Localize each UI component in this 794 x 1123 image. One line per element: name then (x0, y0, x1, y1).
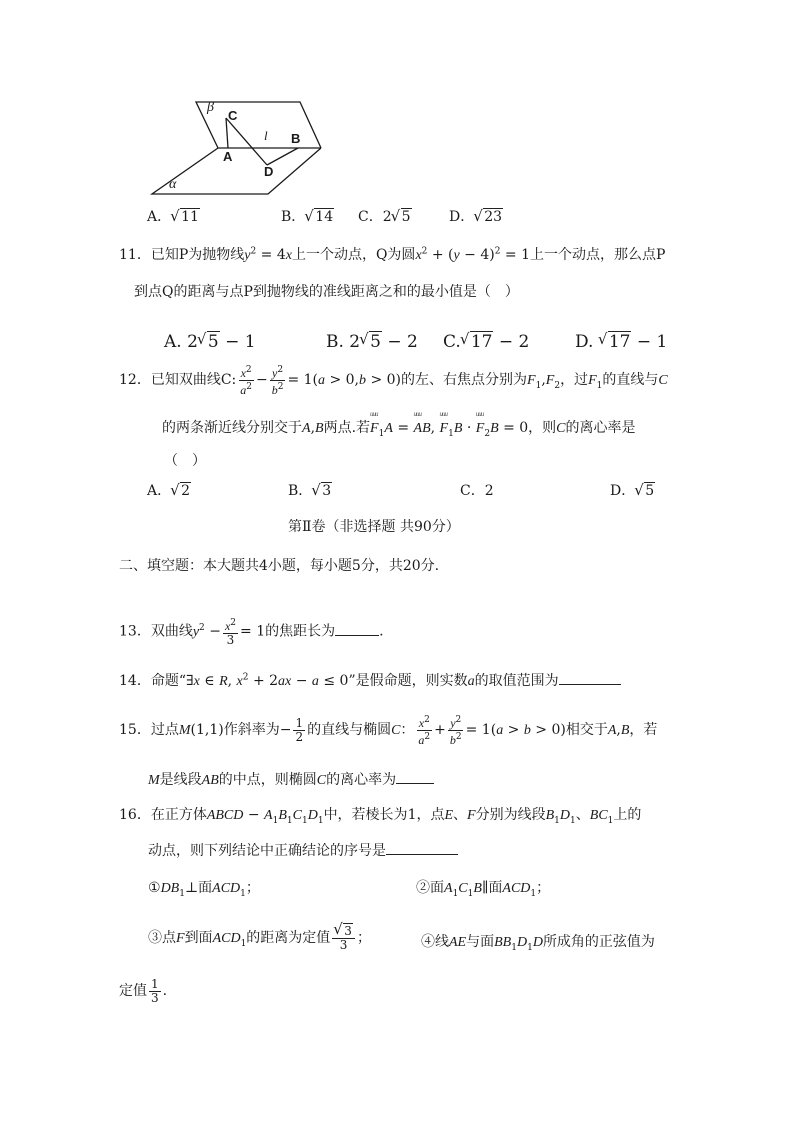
q14: 14．命题“∃x ∈ R, $x^2 + 2ax - a \le 0$”是假命题，则实数a的取值范围为 (119, 670, 621, 690)
q16-line1: 16．在正方体ABCD − $A_1B_1C_1D_1$中，若棱长为1，点E、F分别为线段$B_1D_1$、$BC_1$上的 (119, 807, 642, 826)
q12-line1: 12．已知双曲线C: $\frac{x^2}{a^2}$ − $\frac{y^2}{b^2}$ = 1(a > 0,b > 0)的左、右焦点分别为$F_1,F_2$，过$F_1$的直线与C (119, 364, 668, 397)
q16-statement-4: ④线AE与面$BB_1D_1D$所成角的正弦值为 (421, 934, 655, 953)
plane-alpha-outline (152, 148, 321, 194)
q12-line2: 的两条渐近线分别交于A,B两点.若uuu $F_1A$ = uuu AB, uuu $F_1B$ · uuu $F_2B = 0$，则C的离心率是 (162, 417, 636, 439)
q11-option-b: B. 2√ 5 − 2 (326, 332, 418, 352)
q13: 13．双曲线$y^2$ − $\frac{x^2}{3}$ = 1的焦距长为 . (119, 617, 384, 647)
label-l: l (264, 128, 268, 143)
q16-last-line: 定值 $\frac{1}{3}$ . (119, 976, 168, 1005)
q12-option-c: C．2 (460, 483, 494, 499)
q16-statement-3: ③点F到面$ACD_1$的距离为定值 √ $\frac{3}{3}$ ； (148, 918, 371, 964)
q11-line1: 11．已知P为抛物线$y^2 = 4x$上一个动点，Q为圆$x^2 + (y - 4)^2 = 1$上一个动点，那么点P (119, 246, 666, 263)
q13-answer-blank[interactable] (335, 621, 379, 636)
q11-option-d: D. √ 17 − 1 (575, 332, 667, 352)
q11-option-a: A. 2√ 5 − 1 (164, 332, 256, 352)
label-a: A (223, 149, 233, 164)
q15-answer-blank[interactable] (396, 769, 434, 784)
q11-option-c: C.√ 17 − 2 (443, 332, 529, 352)
label-alpha: α (169, 177, 177, 192)
label-beta: β (207, 100, 214, 115)
label-c: C (228, 108, 238, 123)
q12-option-b: B．√ 3 (288, 480, 332, 500)
label-d: D (264, 164, 274, 179)
q14-answer-blank[interactable] (559, 670, 621, 685)
q15-line1: 15．过点M(1,1)作斜率为− $\frac{1}{2}$ 的直线与椭圆C： $\frac{x^2}{a^2}$ + $\frac{y^2}{b^2}$ = 1(a > b > 0)相交于A,B，若 (119, 714, 658, 747)
label-b: B (291, 131, 301, 146)
q16-statement-2: ②面$A_1C_1B\parallel$面$ACD_1$； (416, 880, 551, 899)
q16-answer-blank[interactable] (386, 840, 458, 855)
q15-line2: M是线段AB的中点，则椭圆C的离心率为 (148, 769, 434, 789)
q10-option-a: A．√ 11 (147, 206, 200, 226)
q12-option-d: D．√ 5 (610, 480, 655, 500)
section2-heading: 二、填空题：本大题共4小题，每小题5分，共20分. (119, 558, 440, 574)
q16-statement-1: $①DB_1\perp$面$ACD_1$； (148, 880, 260, 899)
q16-line2: 动点，则下列结论中正确结论的序号是 (148, 840, 458, 860)
q10-option-d: D．√ 23 (449, 206, 503, 226)
segment-db (267, 148, 298, 165)
q10-option-b: B．√ 14 (281, 206, 334, 226)
plane-beta-outline (196, 102, 321, 148)
q12-paren: （ ） (164, 453, 206, 469)
q10-option-c: C．2√ 5 (358, 206, 412, 226)
section2-title: 第Ⅱ卷（非选择题 共90分） (288, 519, 460, 535)
q12-option-a: A．√ 2 (147, 480, 191, 500)
q11-line2: 到点Q的距离与点P到抛物线的准线距离之和的最小值是（ ） (134, 284, 519, 300)
